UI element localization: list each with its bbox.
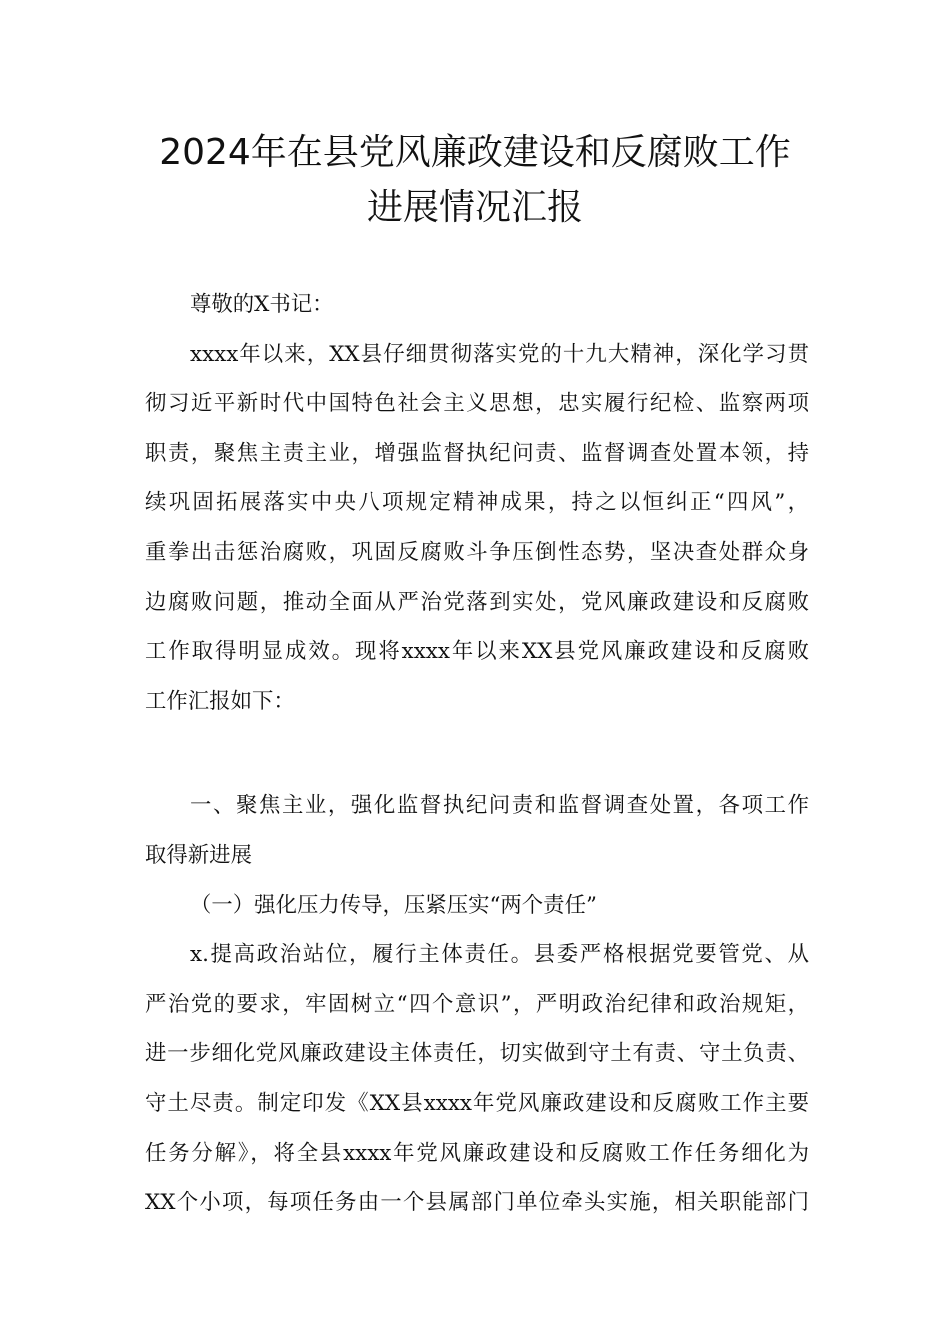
paragraph-line: x.提高政治站位，履行主体责任。县委严格根据党要管党、从 <box>190 942 809 968</box>
paragraph-line: 守土尽责。制定印发《XX县xxxx年党风廉政建设和反腐败工作主要 <box>145 1090 809 1116</box>
salutation: 尊敬的X书记： <box>190 292 334 317</box>
paragraph-line: xxxx年以来，XX县仔细贯彻落实党的十九大精神，深化学习贯 <box>190 341 809 367</box>
paragraph-line: 工作汇报如下： <box>145 688 295 714</box>
section-heading-line: 一、聚焦主业，强化监督执纪问责和监督调查处置，各项工作 <box>190 793 809 819</box>
subsection-heading-1: （一）强化压力传导，压紧压实“两个责任” <box>190 892 597 918</box>
paragraph-line: 严治党的要求，牢固树立“四个意识”，严明政治纪律和政治规矩， <box>145 991 809 1017</box>
section-heading-line: 取得新进展 <box>145 842 252 868</box>
document-title <box>0 125 950 235</box>
paragraph-line: 工作取得明显成效。现将xxxx年以来XX县党风廉政建设和反腐败 <box>145 639 809 665</box>
document-body <box>145 280 809 1228</box>
title-line-2: 进展情况汇报 <box>366 187 583 228</box>
item-paragraph-1 <box>145 930 809 1228</box>
section-heading-1 <box>145 781 809 880</box>
paragraph-line: 职责，聚焦主责主业，增强监督执纪问责、监督调查处置本领，持 <box>145 440 809 466</box>
paragraph-line: 任务分解》，将全县xxxx年党风廉政建设和反腐败工作任务细化为 <box>145 1140 809 1166</box>
paragraph-line: 边腐败问题，推动全面从严治党落到实处，党风廉政建设和反腐败 <box>145 589 809 615</box>
intro-paragraph <box>145 330 809 727</box>
paragraph-line: 重拳出击惩治腐败，巩固反腐败斗争压倒性态势，坚决查处群众身 <box>145 539 809 565</box>
paragraph-line: 续巩固拓展落实中央八项规定精神成果，持之以恒纠正“四风”， <box>145 490 809 516</box>
paragraph-line: 彻习近平新时代中国特色社会主义思想，忠实履行纪检、监察两项 <box>145 391 809 417</box>
paragraph-line: XX个小项，每项任务由一个县属部门单位牵头实施，相关职能部门 <box>145 1190 809 1216</box>
section-spacer <box>145 726 809 781</box>
title-line-1: 2024年在县党风廉政建设和反腐败工作 <box>159 132 791 173</box>
paragraph-line: 进一步细化党风廉政建设主体责任，切实做到守土有责、守土负责、 <box>145 1041 809 1067</box>
